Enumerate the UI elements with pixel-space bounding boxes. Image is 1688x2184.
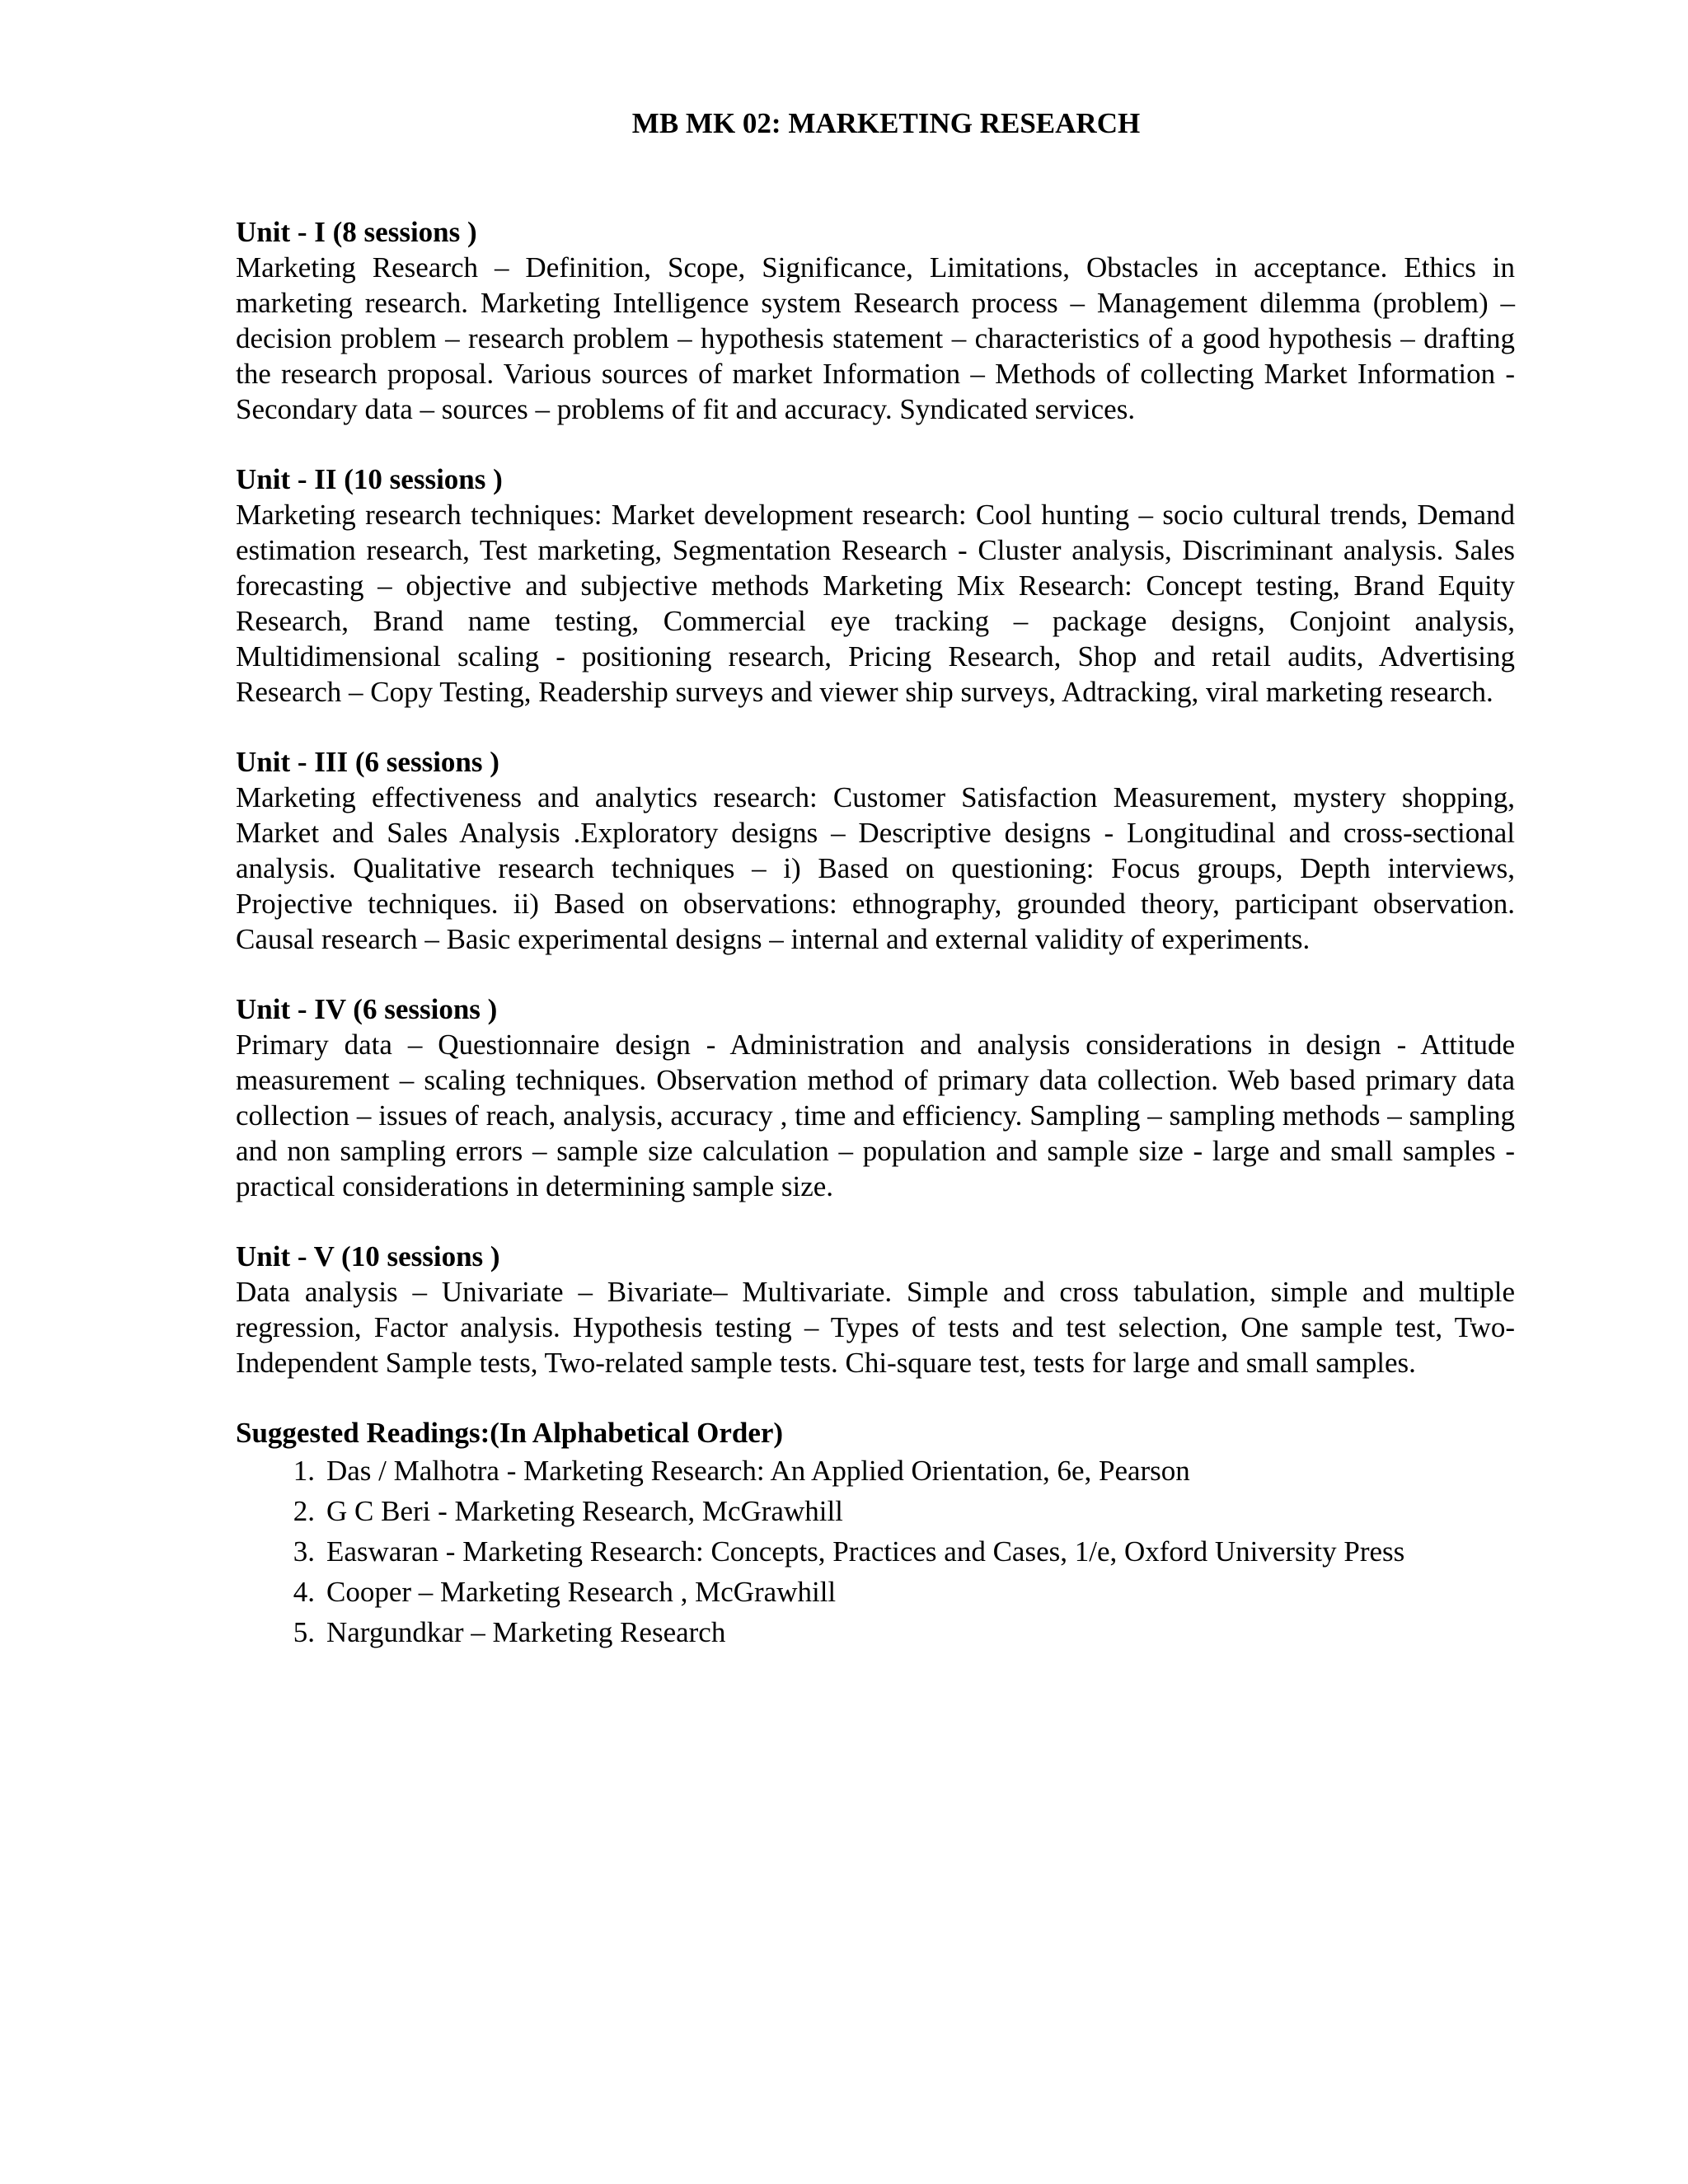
document-page xyxy=(236,107,1515,1652)
list-item xyxy=(236,1612,1515,1652)
unit-5-section xyxy=(236,1239,1515,1380)
unit-heading: Unit - III (6 sessions ) xyxy=(236,746,499,778)
list-item-number: 5. xyxy=(293,1616,315,1648)
list-item xyxy=(236,1531,1515,1572)
list-item-text: G C Beri - Marketing Research, McGrawhill xyxy=(326,1495,843,1527)
unit-1-section xyxy=(236,214,1515,427)
list-item xyxy=(236,1572,1515,1612)
suggested-readings-section xyxy=(236,1415,1515,1652)
list-item-text: Cooper – Marketing Research , McGrawhill xyxy=(326,1576,837,1608)
suggested-readings-heading: Suggested Readings:(In Alphabetical Order) xyxy=(236,1417,784,1449)
unit-heading: Unit - IV (6 sessions ) xyxy=(236,993,498,1025)
unit-heading: Unit - I (8 sessions ) xyxy=(236,216,477,248)
unit-body: Marketing effectiveness and analytics research: Customer Satisfaction Measurement, mystery shopping, Market and Sales Analysis .Exploratory designs – Descriptive designs - Longitudinal and cross-sectional analysis. Qualitative research techniques – i) Based on questioning: Focus groups, Depth interviews, Projective techniques. ii) Based on observations: ethnography, grounded theory, participant observation. Causal research – Basic experimental designs – internal and external validity of experiments. xyxy=(236,781,1515,955)
unit-heading: Unit - V (10 sessions ) xyxy=(236,1240,500,1272)
unit-2-section xyxy=(236,462,1515,710)
list-item xyxy=(236,1451,1515,1491)
list-item-number: 1. xyxy=(293,1455,315,1487)
unit-4-section xyxy=(236,991,1515,1204)
list-item xyxy=(236,1491,1515,1531)
list-item-text: Das / Malhotra - Marketing Research: An Applied Orientation, 6e, Pearson xyxy=(326,1455,1190,1487)
list-item-number: 3. xyxy=(293,1535,315,1568)
list-item-text: Nargundkar – Marketing Research xyxy=(326,1616,726,1648)
list-item-text: Easwaran - Marketing Research: Concepts, Practices and Cases, 1/e, Oxford University Press xyxy=(326,1535,1405,1568)
unit-body: Primary data – Questionnaire design - Administration and analysis considerations in design - Attitude measurement – scaling techniques. Observation method of primary data collection. Web based primary data collection – issues of reach, analysis, accuracy , time and efficiency. Sampling – sampling methods – sampling and non sampling errors – sample size calculation – population and sample size - large and small samples - practical considerations in determining sample size. xyxy=(236,1029,1515,1202)
unit-body: Marketing Research – Definition, Scope, Significance, Limitations, Obstacles in acceptance. Ethics in marketing research. Marketing Intelligence system Research process – Management dilemma (problem) – decision problem – research problem – hypothesis statement – characteristics of a good hypothesis – drafting the research proposal. Various sources of market Information – Methods of collecting Market Information - Secondary data – sources – problems of fit and accuracy. Syndicated services. xyxy=(236,251,1515,425)
unit-body: Data analysis – Univariate – Bivariate– Multivariate. Simple and cross tabulation, simple and multiple regression, Factor analysis. Hypothesis testing – Types of tests and test selection, One sample test, Two- Independent Sample tests, Two-related sample tests. Chi-square test, tests for large and small samples. xyxy=(236,1276,1515,1379)
unit-heading: Unit - II (10 sessions ) xyxy=(236,463,503,495)
list-item-number: 4. xyxy=(293,1576,315,1608)
document-title: MB MK 02: MARKETING RESEARCH xyxy=(631,107,1141,139)
unit-3-section xyxy=(236,744,1515,957)
readings-list xyxy=(236,1451,1515,1652)
unit-body: Marketing research techniques: Market development research: Cool hunting – socio cultural trends, Demand estimation research, Test marketing, Segmentation Research - Cluster analysis, Discriminant analysis. Sales forecasting – objective and subjective methods Marketing Mix Research: Concept testing, Brand Equity Research, Brand name testing, Commercial eye tracking – package designs, Conjoint analysis, Multidimensional scaling - positioning research, Pricing Research, Shop and retail audits, Advertising Research – Copy Testing, Readership surveys and viewer ship surveys, Adtracking, viral marketing research. xyxy=(236,499,1515,708)
list-item-number: 2. xyxy=(293,1495,315,1527)
